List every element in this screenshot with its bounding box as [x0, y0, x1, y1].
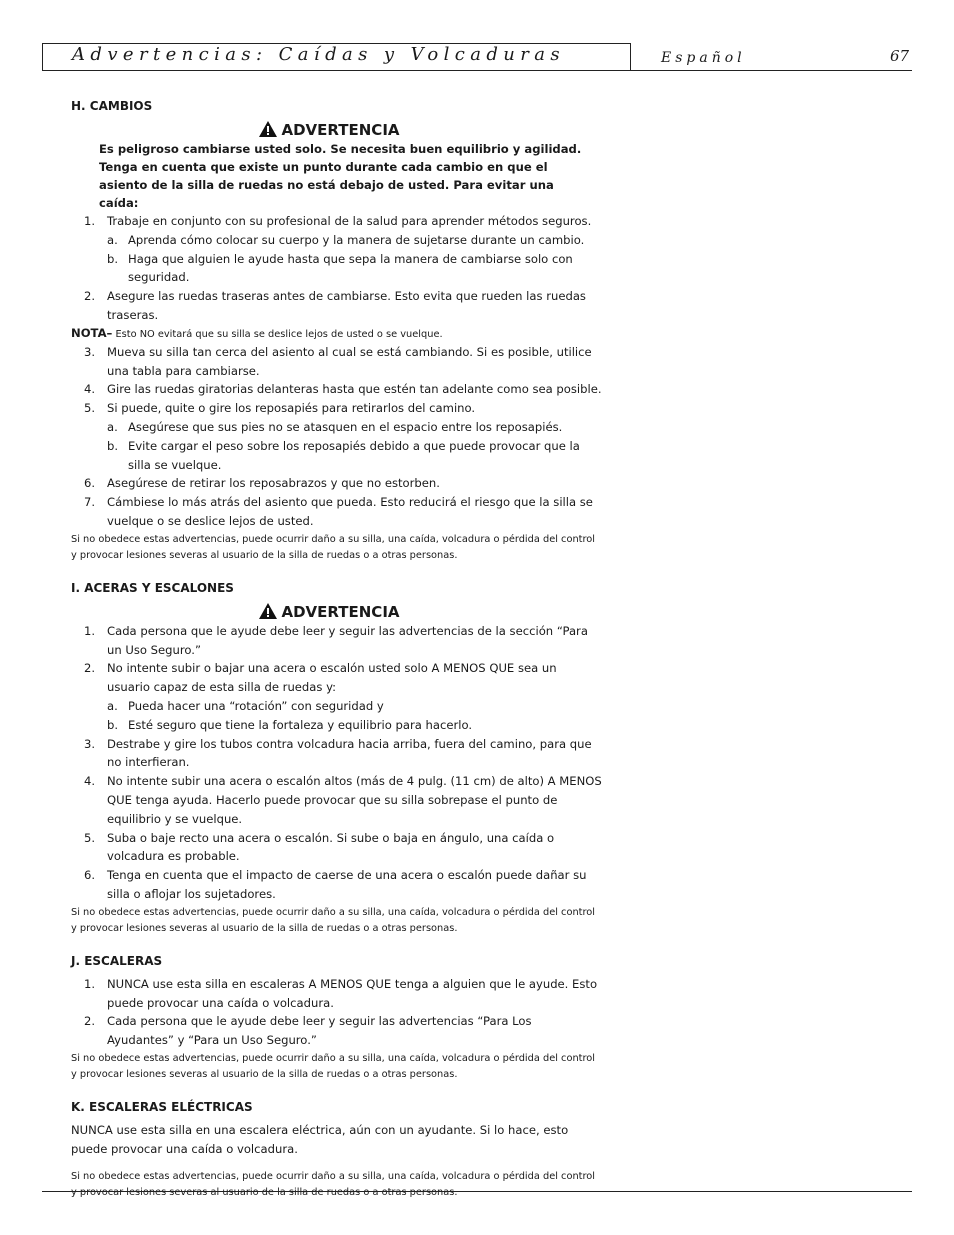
sub-item: a. Aprenda cómo colocar su cuerpo y la manera de sujetarse durante un cambio. [107, 232, 585, 247]
list-item: 1. Cada persona que le ayude debe leer y seguir las advertencias de la sección “Para un Uso Seguro.” [84, 623, 588, 657]
section-aceras [71, 580, 602, 937]
warning-label: ADVERTENCIA [281, 121, 400, 139]
list-item: 1. NUNCA use esta silla en escaleras A MENOS QUE tenga a alguien que le ayude. Esto puede provocar una caída o volcadura. [84, 976, 598, 1010]
sub-list [107, 231, 602, 287]
list-item: 5. Suba o baje recto una acera o escalón. Si sube o baja en ángulo, una caída o volcadura es probable. [84, 830, 555, 864]
warning-header [71, 602, 602, 622]
list-item: 5. Si puede, quite o gire los reposapiés para retirarlos del camino. a. Asegúrese que sus pies no se atasquen en el espacio entre los reposapiés. b. Evite cargar el peso sobre los reposapiés debido a que puede provocar que la silla se vuelque. [71, 399, 602, 474]
warning-label: ADVERTENCIA [281, 602, 400, 621]
list-item: 4. No intente subir una acera o escalón altos (más de 4 pulg. (11 cm) de alto) A MENOS QUE tenga ayuda. Hacerlo puede provocar que su silla sobrepase el punto de equilibrio y se vuelque. [84, 774, 602, 826]
list-item: 2. No intente subir o bajar una acera o escalón usted solo A MENOS QUE sea un usuario capaz de esta silla de ruedas y: a. Pueda hacer una “rotación” con seguridad y b. Esté seguro que tiene la fortaleza y equilibrio para hacerlo. [71, 659, 602, 734]
header-divider [630, 43, 631, 71]
list-item: 6. Tenga en cuenta que el impacto de caerse de una acera o escalón puede dañar su silla o aflojar los sujetadores. [84, 868, 587, 901]
page-title: Advertencias: Caídas y Volcaduras [72, 44, 566, 65]
footer-rule [42, 1191, 912, 1192]
disclaimer: Si no obedece estas advertencias, puede ocurrir daño a su silla, una caída, volcadura o pérdida del control y provocar lesiones severas al usuario de la silla de ruedas o a otras personas. [71, 906, 596, 934]
list-item: 3. Mueva su silla tan cerca del asiento al cual se está cambiando. Si es posible, utilice una tabla para cambiarse. [84, 344, 592, 378]
instruction-list [71, 212, 602, 325]
warning-triangle-icon [259, 121, 277, 137]
page-number: 67 [890, 47, 910, 65]
instruction-list [71, 343, 602, 531]
list-item: 3. Destrabe y gire los tubos contra volcadura hacia arriba, fuera del camino, para que no interfieran. [84, 736, 592, 770]
warning-header [71, 120, 602, 140]
note-label: NOTA– [71, 325, 113, 340]
body-text: NUNCA use esta silla en una escalera eléctrica, aún con un ayudante. Si lo hace, esto puede provocar una caída o volcadura. [71, 1122, 569, 1156]
warning-text: Es peligroso cambiarse usted solo. Se necesita buen equilibrio y agilidad. Tenga en cuenta que existe un punto durante cada cambio en que el asiento de la silla de ruedas no está debajo de usted. Para evitar una caída: [99, 142, 582, 210]
section-cambios [71, 98, 602, 564]
instruction-list [71, 622, 602, 904]
sub-item: b. Evite cargar el peso sobre los reposapiés debido a que puede provocar que la silla se vuelque. [107, 438, 580, 472]
page-content [71, 98, 602, 1217]
note [71, 325, 602, 343]
sub-list [107, 697, 602, 735]
sub-item: b. Esté seguro que tiene la fortaleza y equilibrio para hacerlo. [107, 717, 473, 732]
disclaimer: Si no obedece estas advertencias, puede ocurrir daño a su silla, una caída, volcadura o pérdida del control y provocar lesiones severas al usuario de la silla de ruedas o a otras personas. [71, 1170, 596, 1198]
list-item: 1. Trabaje en conjunto con su profesional de la salud para aprender métodos seguros. a. Aprenda cómo colocar su cuerpo y la manera de sujetarse durante un cambio. b. Haga que alguien le ayude hasta que sepa la manera de cambiarse solo con seguridad. [71, 212, 602, 287]
sub-item: b. Haga que alguien le ayude hasta que sepa la manera de cambiarse solo con seguridad. [107, 251, 573, 285]
sub-list [107, 418, 602, 474]
note-text: Esto NO evitará que su silla se deslice lejos de usted o se vuelque. [112, 328, 443, 340]
header-rule [42, 70, 912, 71]
list-item: 4. Gire las ruedas giratorias delanteras hasta que estén tan adelante como sea posible. [84, 382, 602, 397]
list-item: 2. Cada persona que le ayude debe leer y seguir las advertencias “Para Los Ayudantes” y “Para un Uso Seguro.” [84, 1014, 532, 1048]
disclaimer: Si no obedece estas advertencias, puede ocurrir daño a su silla, una caída, volcadura o pérdida del control y provocar lesiones severas al usuario de la silla de ruedas o a otras personas. [71, 533, 596, 561]
warning-triangle-icon [259, 603, 277, 619]
section-heading: K. ESCALERAS ELÉCTRICAS [71, 1099, 253, 1114]
sub-item: a. Pueda hacer una “rotación” con seguridad y [107, 698, 384, 713]
language-label: Español [661, 50, 746, 66]
section-heading: J. ESCALERAS [71, 953, 163, 968]
section-escaleras [71, 953, 602, 1083]
disclaimer: Si no obedece estas advertencias, puede ocurrir daño a su silla, una caída, volcadura o pérdida del control y provocar lesiones severas al usuario de la silla de ruedas o a otras personas. [71, 1052, 596, 1080]
list-item: 6. Asegúrese de retirar los reposabrazos y que no estorben. [84, 476, 440, 491]
instruction-list [71, 975, 602, 1050]
section-escaleras-electricas [71, 1099, 602, 1201]
list-item: 2. Asegure las ruedas traseras antes de cambiarse. Esto evita que rueden las ruedas traseras. [84, 289, 586, 322]
sub-item: a. Asegúrese que sus pies no se atasquen en el espacio entre los reposapiés. [107, 419, 563, 434]
section-heading: H. CAMBIOS [71, 99, 153, 113]
list-item: 7. Cámbiese lo más atrás del asiento que pueda. Esto reducirá el riesgo que la silla se vuelque o se deslice lejos de usted. [84, 495, 593, 528]
section-heading: I. ACERAS Y ESCALONES [71, 580, 234, 595]
